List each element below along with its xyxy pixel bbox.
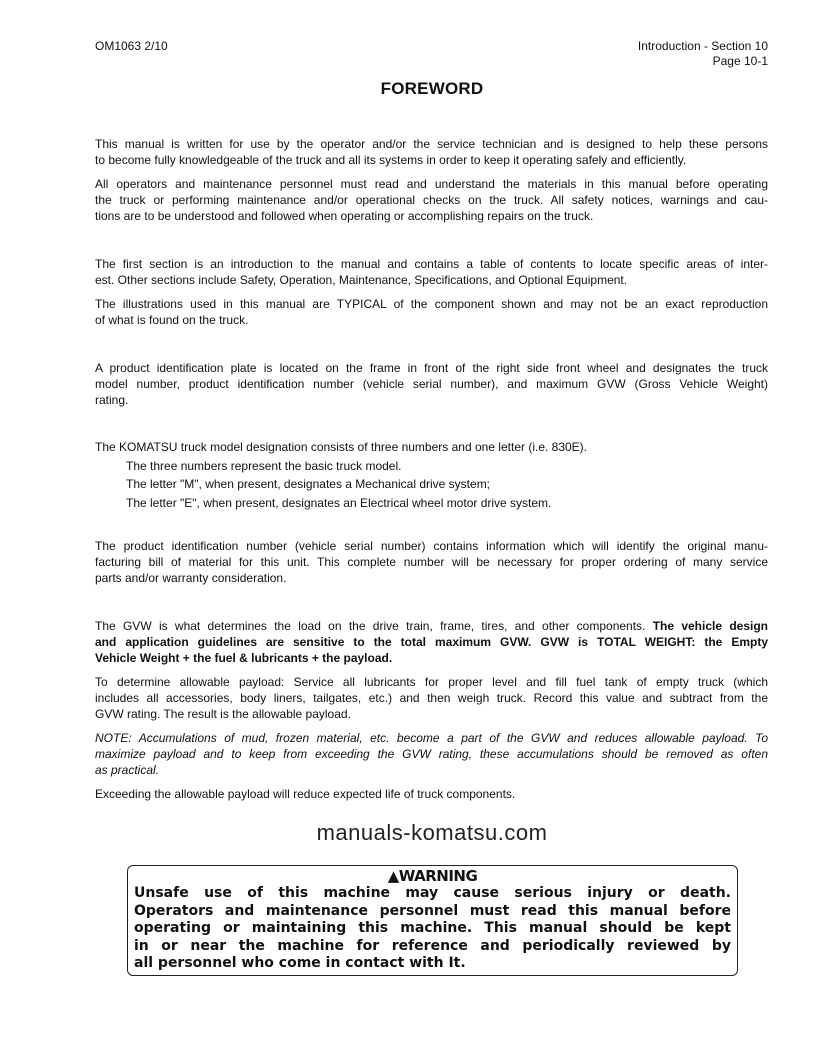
warning-text-line: operating or maintaining this machine. This manual should be kept (134, 920, 731, 936)
section-label: Introduction - Section 10 (637, 39, 768, 53)
text-line: est. Other sections include Safety, Operation, Maintenance, Specifications, and Optional Equipment. (95, 273, 628, 287)
text-line: All operators and maintenance personnel must read and understand the materials in this manual before operating (95, 177, 768, 191)
warning-title (128, 867, 737, 885)
text-line: To determine allowable payload: Service all lubricants for proper level and fill fuel tank of empty truck (which (95, 675, 768, 689)
bold-text: The vehicle design (652, 619, 768, 633)
text-line: The KOMATSU truck model designation consists of three numbers and one letter (i.e. 830E). (95, 440, 588, 454)
text-line: maximize payload and to keep from exceeding the GVW rating, these accumulations should be removed as often (95, 747, 768, 761)
text-line: as practical. (95, 763, 160, 777)
bold-text: Vehicle Weight + the fuel & lubricants + the payload. (95, 651, 393, 665)
warning-text-line: Unsafe use of this machine may cause serious injury or death. (134, 885, 731, 901)
text-line: tions are to be understood and followed when operating or accomplishing repairs on the truck. (95, 209, 594, 223)
text-line: to become fully knowledgeable of the truck and all its systems in order to keep it operating safely and efficiently. (95, 153, 687, 167)
text-line: parts and/or warranty consideration. (95, 571, 287, 585)
warning-text-line: Operators and maintenance personnel must read this manual before (134, 903, 731, 919)
watermark: manuals-komatsu.com (316, 820, 548, 845)
text-line: rating. (95, 393, 129, 407)
text-line: includes all accessories, body liners, tailgates, etc.) and then weigh truck. Record this value and subtract from the (95, 691, 768, 705)
warning-triangle-icon: ▲ (387, 867, 399, 885)
page-title: FOREWORD (380, 79, 484, 98)
warning-text-line: in or near the machine for reference and periodically reviewed by (134, 938, 731, 954)
text-line: The first section is an introduction to the manual and contains a table of contents to locate specific areas of inter- (95, 257, 768, 271)
document-id: OM1063 2/10 (95, 39, 168, 53)
text-line: Exceeding the allowable payload will reduce expected life of truck components. (95, 787, 516, 801)
text-line: GVW rating. The result is the allowable payload. (95, 707, 351, 721)
warning-text-line: all personnel who come in contact with It. (134, 955, 466, 971)
text-segment: The GVW is what determines the load on the drive train, frame, tires, and other components. (95, 619, 653, 633)
text-line: NOTE: Accumulations of mud, frozen material, etc. become a part of the GVW and reduces allowable payload. To (95, 731, 768, 745)
text-line: This manual is written for use by the operator and/or the service technician and is designed to help these persons (95, 137, 768, 151)
bold-text: and application guidelines are sensitive to the total maximum GVW. GVW is TOTAL WEIGHT: the Empty (95, 635, 768, 649)
running-header (638, 39, 768, 69)
text-line (95, 634, 768, 650)
text-line: A product identification plate is located on the frame in front of the right side front wheel and designates the truck (95, 361, 768, 375)
warning-title-text: WARNING (398, 867, 478, 885)
text-line (95, 650, 768, 666)
text-line: the truck or performing maintenance and/or operational checks on the truck. All safety notices, warnings and cau- (95, 193, 768, 207)
text-line: The letter "M", when present, designates a Mechanical drive system; (126, 477, 491, 491)
text-line: facturing bill of material for this unit. This complete number will be necessary for proper ordering of many service (95, 555, 768, 569)
text-line: model number, product identification number (vehicle serial number), and maximum GVW (Gross Vehicle Weight) (95, 377, 768, 391)
text-line: of what is found on the truck. (95, 313, 249, 327)
text-line (95, 618, 768, 634)
text-line: The three numbers represent the basic truck model. (126, 459, 402, 473)
text-line: The letter "E", when present, designates an Electrical wheel motor drive system. (126, 496, 552, 510)
text-line: The illustrations used in this manual are TYPICAL of the component shown and may not be an exact reproduction (95, 297, 768, 311)
page-number: Page 10-1 (712, 54, 768, 68)
warning-box (127, 865, 738, 976)
text-line: The product identification number (vehicle serial number) contains information which will identify the original manu- (95, 539, 768, 553)
